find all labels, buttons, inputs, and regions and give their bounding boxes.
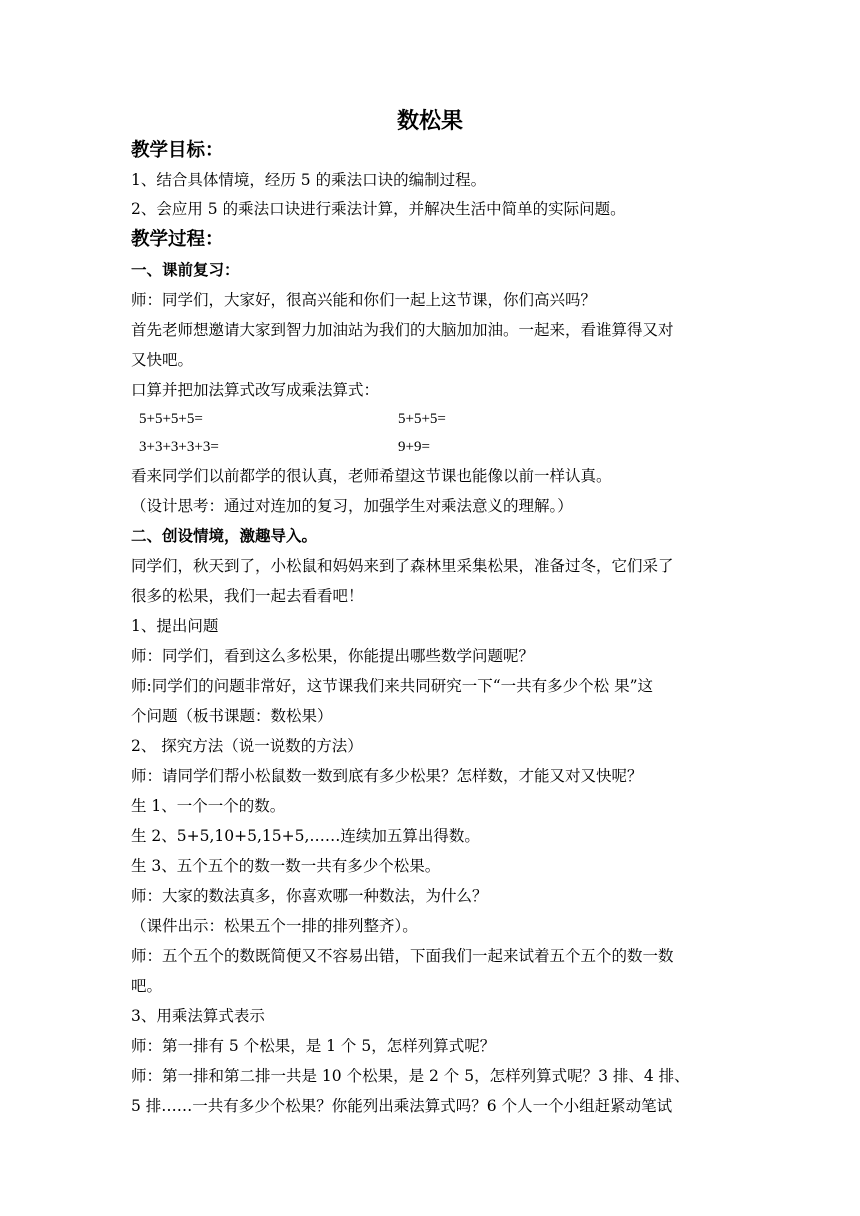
section-heading: 一、课前复习： [131, 261, 240, 279]
paragraph: 看来同学们以前都学的很认真，老师希望这节课也能像以前一样认真。 [131, 467, 612, 485]
goal-item: 1、结合具体情境，经历 5 的乘法口诀的编制过程。 [131, 171, 487, 189]
paragraph: 又快吧。 [131, 351, 194, 369]
document-body [131, 136, 736, 1121]
paragraph: 师:同学们的问题非常好，这节课我们来共同研究一下“一共有多少个松 果”这 [131, 677, 653, 695]
paragraph: 首先老师想邀请大家到智力加油站为我们的大脑加加油。一起来，看谁算得又对 [131, 321, 674, 339]
paragraph: （课件出示：松果五个一排的排列整齐）。 [131, 917, 418, 935]
goal-item: 2、会应用 5 的乘法口诀进行乘法计算，并解决生活中简单的实际问题。 [131, 200, 626, 218]
paragraph: 师：同学们，看到这么多松果，你能提出哪些数学问题呢？ [131, 647, 535, 665]
equation: 5+5+5+5= [139, 411, 203, 427]
paragraph: 师：第一排和第二排一共是 10 个松果，是 2 个 5，怎样列算式呢？3 排、4 排、 [131, 1067, 690, 1085]
paragraph: 师：五个五个的数既简便又不容易出错，下面我们一起来试着五个五个的数一数 [131, 947, 674, 965]
paragraph: 很多的松果，我们一起去看看吧！ [131, 587, 364, 605]
paragraph: 师：第一排有 5 个松果，是 1 个 5，怎样列算式呢？ [131, 1037, 496, 1055]
paragraph: 生 1、一个一个的数。 [131, 797, 286, 815]
paragraph: 生 2、5+5,10+5,15+5,……连续加五算出得数。 [131, 827, 480, 845]
paragraph: 师：请同学们帮小松鼠数一数到底有多少松果？怎样数，才能又对又快呢？ [131, 767, 643, 785]
subheading: 3、用乘法算式表示 [131, 1007, 265, 1025]
subheading: 2、 探究方法（说一说数的方法） [131, 737, 363, 755]
document-title: 数松果 [396, 109, 463, 134]
equation: 9+9= [398, 439, 430, 455]
equation: 3+3+3+3+3= [139, 439, 219, 455]
paragraph: （设计思考：通过对连加的复习，加强学生对乘法意义的理解。） [131, 497, 573, 515]
paragraph: 个问题（板书课题：数松果） [131, 707, 333, 725]
paragraph: 吧。 [131, 977, 163, 995]
paragraph: 师：同学们，大家好，很高兴能和你们一起上这节课，你们高兴吗？ [131, 291, 597, 309]
equation: 5+5+5= [398, 411, 446, 427]
equation-row [131, 433, 736, 461]
process-heading: 教学过程： [131, 229, 224, 250]
equation-row [131, 405, 736, 433]
paragraph: 5 排……一共有多少个松果？你能列出乘法算式吗？6 个人一个小组赶紧动笔试 [131, 1097, 673, 1115]
goals-heading: 教学目标： [131, 140, 224, 161]
paragraph: 生 3、五个五个的数一数一共有多少个松果。 [131, 857, 441, 875]
paragraph: 同学们，秋天到了，小松鼠和妈妈来到了森林里采集松果，准备过冬，它们采了 [131, 557, 674, 575]
paragraph: 师：大家的数法真多，你喜欢哪一种数法，为什么？ [131, 887, 488, 905]
paragraph: 口算并把加法算式改写成乘法算式： [131, 381, 380, 399]
section-heading: 二、创设情境，激趣导入。 [131, 527, 318, 545]
subheading: 1、提出问题 [131, 617, 219, 635]
